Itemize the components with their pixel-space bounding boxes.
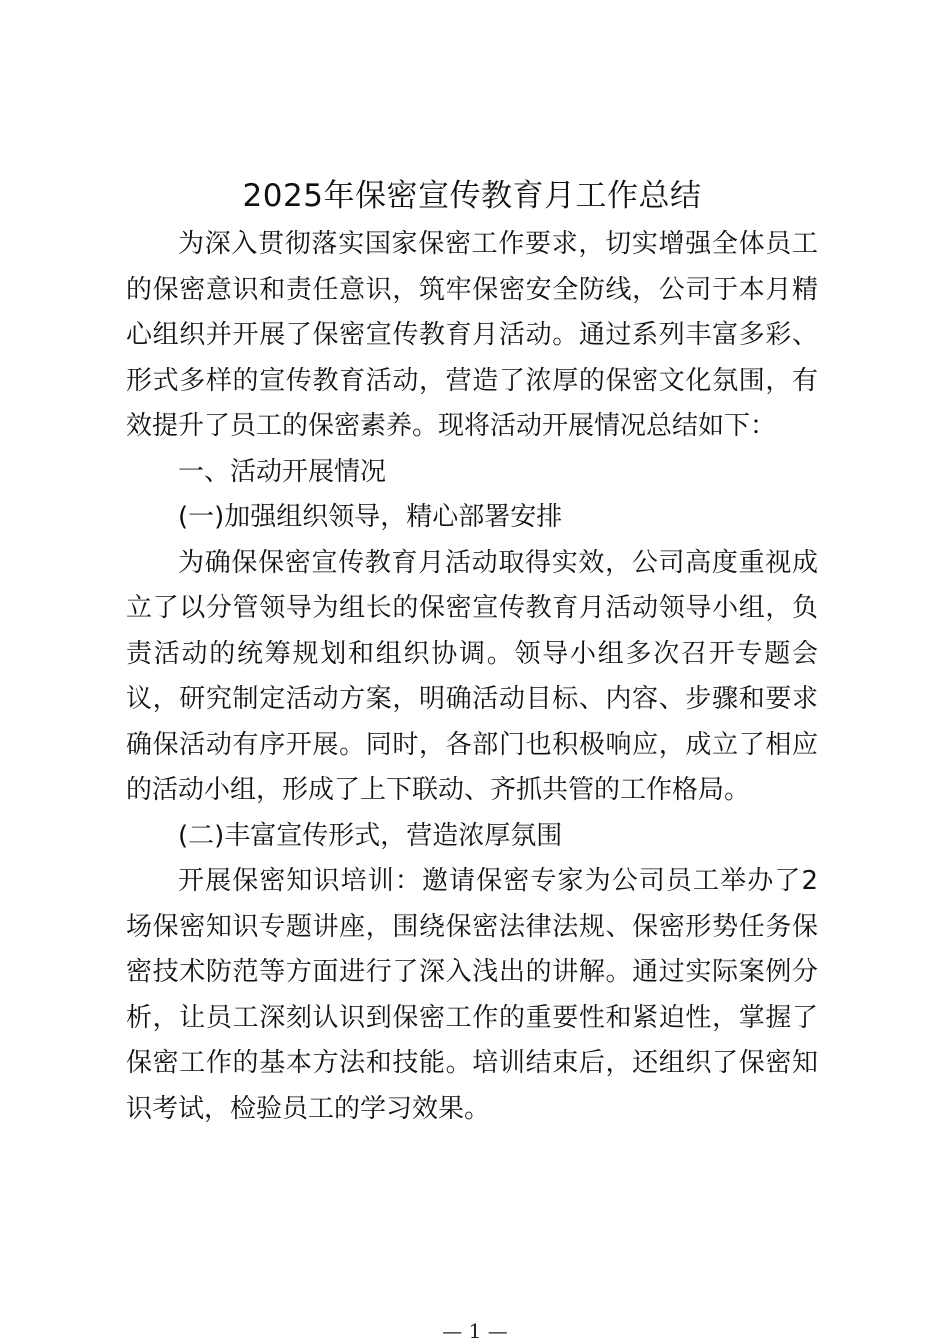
document-title: 2025年保密宣传教育月工作总结 [242,178,702,214]
intro-paragraph: 为深入贯彻落实国家保密工作要求，切实增强全体员工的保密意识和责任意识，筑牢保密安全防线，公司于本月精心组织并开展了保密宣传教育月活动。通过系列丰富多彩、形式多样的宣传教育活动，营造了浓厚的保密文化氛围，有效提升了员工的保密素养。现将活动开展情况总结如下： [126,229,818,441]
section-heading-1: 一、活动开展情况 [178,456,387,487]
subsection-heading-2: (二)丰富宣传形式，营造浓厚氛围 [178,820,563,851]
training-paragraph: 开展保密知识培训：邀请保密专家为公司员工举办了2场保密知识专题讲座，围绕保密法律法规、保密形势任务保密技术防范等方面进行了深入浅出的讲解。通过实际案例分析，让员工深刻认识到保密工作的重要性和紧迫性，掌握了保密工作的基本方法和技能。培训结束后，还组织了保密知识考试，检验员工的学习效果。 [126,866,818,1124]
organization-paragraph: 为确保保密宣传教育月活动取得实效，公司高度重视成立了以分管领导为组长的保密宣传教育月活动领导小组，负责活动的统筹规划和组织协调。领导小组多次召开专题会议，研究制定活动方案，明确活动目标、内容、步骤和要求确保活动有序开展。同时，各部门也积极响应，成立了相应的活动小组，形成了上下联动、齐抓共管的工作格局。 [126,547,818,805]
subsection-heading-1: (一)加强组织领导，精心部署安排 [178,502,563,532]
page-number: — 1 — [442,1319,508,1343]
document-page [126,0,818,1344]
document-body [126,222,818,1132]
